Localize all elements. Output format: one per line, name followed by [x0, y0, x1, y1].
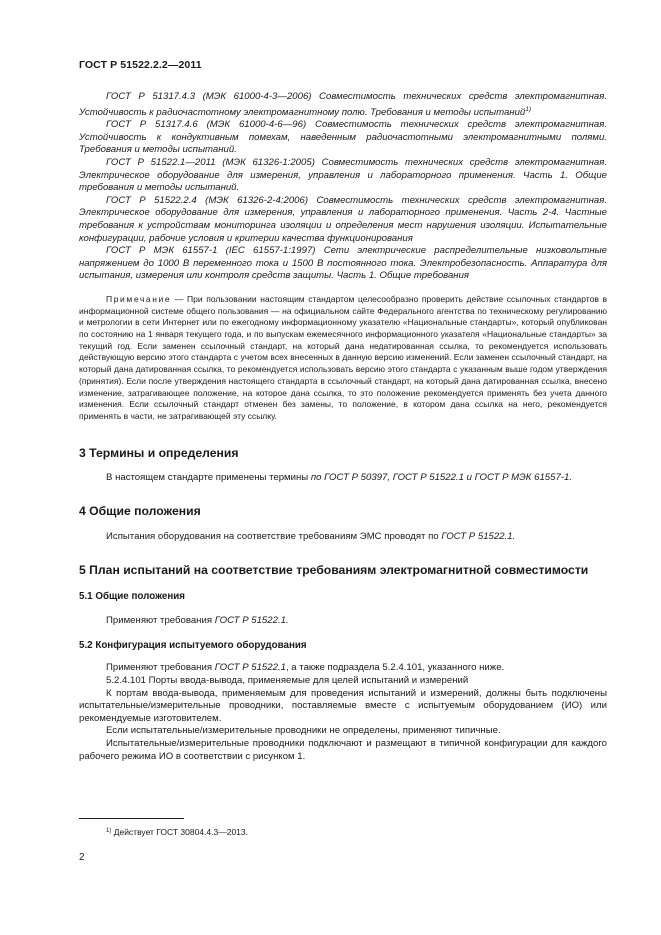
- page-number: 2: [79, 852, 85, 863]
- footnote-marker: 1): [106, 828, 112, 834]
- subsection-5-1-title: 5.1 Общие положения: [79, 590, 186, 602]
- note-lead: Примечание: [106, 293, 172, 304]
- reference-item: ГОСТ Р 51522.2.4 (МЭК 61326-2-4:2006) Совместимость технических средств электромагнитная. Электрическое оборудование для измерения, управления и лабораторного применения. Часть 2-4. Частные требования к устройствам мониторинга изоляции и определения мест нарушения изоляции. Испытательные конфигурации, рабочие условия и критерии качества функционирования: [79, 194, 607, 244]
- reference-text: ГОСТ Р 51317.4.3 (МЭК 61000-4-3—2006) Совместимость технических средств электромагнитная. Устойчивость к радиочастотному электромагнитному полю. Требования и методы испытаний: [79, 91, 607, 118]
- footnote: [106, 826, 248, 838]
- reference-item: ГОСТ Р МЭК 61557-1 (IEC 61557-1:1997) Сети электрические распределительные низковольтные напряжением до 1000 В переменного тока и 1500 В постоянного тока. Электробезопасность. Аппаратура для испытания, измерения или контроля средств защиты. Часть 1. Общие требования: [79, 245, 607, 282]
- note-paragraph: [79, 294, 607, 423]
- footnote-reference[interactable]: 1): [525, 105, 532, 113]
- para-1-plain: Применяют требования: [106, 662, 215, 674]
- subsection-5-1-text: [79, 615, 607, 628]
- section-3-title: 3 Термины и определения: [79, 445, 239, 460]
- section-4-text: [79, 531, 607, 544]
- footnote-divider: [79, 818, 184, 819]
- footnote-text: Действует ГОСТ 30804.4.3—2013.: [111, 827, 248, 837]
- section-3-text-refs: по ГОСТ Р 50397, ГОСТ Р 51522.1 и ГОСТ Р МЭК 61557-1.: [310, 471, 573, 483]
- reference-item: ГОСТ Р 51317.4.6 (МЭК 61000-4-6—96) Совместимость технических средств электромагнитная. Устойчивость к кондуктивным помехам, наведенным радиочастотными электромагнитными полями. Требования и методы испытаний.: [79, 119, 607, 156]
- para-1-tail: , а также подраздела 5.2.4.101, указанного ниже.: [285, 662, 505, 674]
- document-header: ГОСТ Р 51522.2.2—2011: [79, 59, 202, 71]
- subsection-5-1: [79, 591, 607, 628]
- section-5-title: 5 План испытаний на соответствие требованиям электромагнитной совместимости: [79, 562, 589, 577]
- subsection-5-2-para-3: К портам ввода-вывода, применяемым для проведения испытаний и измерений, должны быть подключены испытательные/измерительные проводники, поставляемые вместе с испытуемым оборудованием (ИО) или рекомендуемые изготовителем.: [79, 687, 607, 724]
- note-text: При пользовании настоящим стандартом целесообразно проверить действие ссылочных стандартов в информационной системе общего пользования — на официальном сайте Федерального агентства по техническому регулированию и метрологии в сети Интернет или по ежегодному информационному указателю «Национальные стандарты», который опубликован по состоянию на 1 января текущего года, и по выпускам ежемесячного информационного указателя «Национальные стандарты» за текущий год. Если заменен ссылочный стандарт, на который дана недатированная ссылка, то рекомендуется использовать действующую версию этого стандарта с учетом всех внесенных в данную версию изменений. Если заменен ссылочный стандарт, на который дана датированная ссылка, то рекомендуется использовать версию этого стандарта с указанным выше годом утверждения (принятия). Если после утверждения настоящего стандарта в ссылочный стандарт, на который дана датированная ссылка, внесено изменение, затрагивающее положение, на которое дана ссылка, то это положение рекомендуется применять без учета данного изменения. Если ссылочный стандарт отменен без замены, то положение, в котором дана ссылка на него, рекомендуется применять в части, не затрагивающей эту ссылку.: [79, 293, 607, 421]
- subsection-5-2-para-1: [79, 662, 607, 675]
- note-dash: —: [171, 293, 187, 304]
- reference-item: [79, 91, 607, 119]
- para-1-ref: ГОСТ Р 51522.1: [214, 662, 286, 674]
- section-4-text-ref: ГОСТ Р 51522.1.: [441, 531, 516, 543]
- subsection-5-1-text-plain: Применяют требования: [106, 614, 215, 626]
- section-3-text-plain: В настоящем стандарте применены термины: [106, 471, 311, 483]
- subsection-5-2-para-5: Испытательные/измерительные проводники подключают и размещают в типичной конфигурации для каждого рабочего режима ИО в соответствии с рисунком 1.: [79, 737, 607, 762]
- page-content: [79, 91, 607, 763]
- section-4: [79, 504, 607, 544]
- subsection-5-2-para-4: Если испытательные/измерительные проводники не определены, применяют типичные.: [106, 725, 501, 737]
- subsection-5-2-para-2: 5.2.4.101 Порты ввода-вывода, применяемые для целей испытаний и измерений: [106, 675, 469, 687]
- subsection-5-2: [79, 640, 607, 763]
- section-5: [79, 563, 607, 763]
- section-4-text-plain: Испытания оборудования на соответствие требованиям ЭМС проводят по: [106, 531, 442, 543]
- section-3: [79, 446, 607, 485]
- subsection-5-1-text-ref: ГОСТ Р 51522.1.: [214, 614, 289, 626]
- section-4-title: 4 Общие положения: [79, 504, 201, 519]
- normative-references-list: [79, 91, 607, 283]
- section-3-text: [79, 472, 607, 485]
- subsection-5-2-title: 5.2 Конфигурация испытуемого оборудования: [79, 640, 307, 652]
- reference-item: ГОСТ Р 51522.1—2011 (МЭК 61326-1:2005) Совместимость технических средств электромагнитная. Электрическое оборудование для измерения, управления и лабораторного применения. Часть 1. Общие требования и методы испытаний.: [79, 156, 607, 194]
